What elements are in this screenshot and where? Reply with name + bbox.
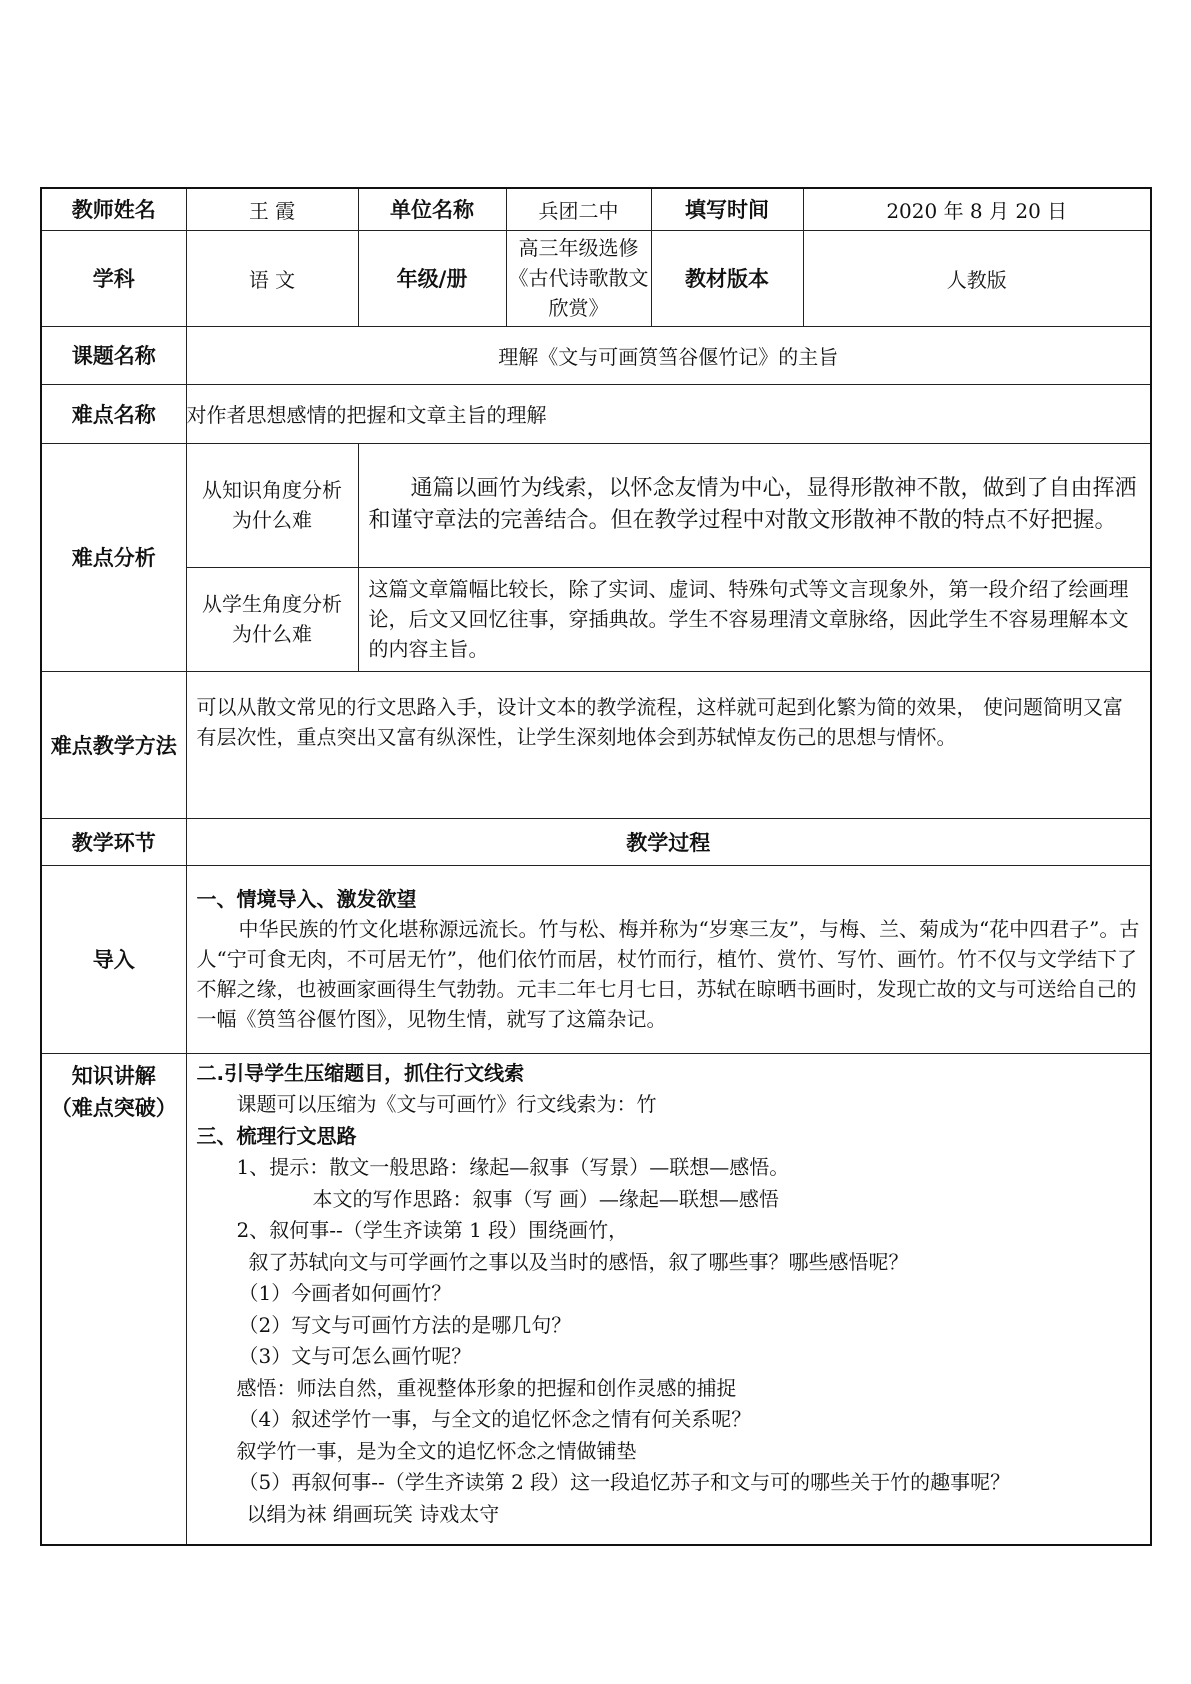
teacher-value: 王 霞: [186, 188, 358, 230]
method-label: 难点教学方法: [41, 671, 186, 818]
intro-text: 中华民族的竹文化堪称源远流长。竹与松、梅并称为“岁寒三友”，与梅、兰、菊成为“花中四君子”。古人“宁可食无肉，不可居无竹”，他们依竹而居，杖竹而行，植竹、赏竹、写竹、画竹。竹不仅与文学结下了不解之缘，也被画家画得生气勃勃。元丰二年七月七日，苏轼在晾晒书画时，发现亡故的文与可送给自己的一幅《筼筜谷偃竹图》，见物生情，就写了这篇杂记。: [196, 916, 1140, 1031]
grade-label: 年级/册: [358, 230, 506, 326]
method-text: 可以从散文常见的行文思路入手，设计文本的教学流程，这样就可起到化繁为简的效果， 使问题简明又富有层次性，重点突出又富有纵深性，让学生深刻地体会到苏轼悼友伤己的思想与情怀。: [186, 671, 1151, 818]
header-row-2: [41, 230, 1151, 326]
question-2: （2）写文与可画竹方法的是哪几句？: [238, 1312, 572, 1337]
tip-2b: 叙了苏轼向文与可学画竹之事以及当时的感悟，叙了哪些事？哪些感悟呢？: [248, 1249, 909, 1274]
topic-label: 课题名称: [41, 326, 186, 384]
answer-5: 以绢为袜 绢画玩笑 诗戏太守: [246, 1501, 500, 1526]
analysis-label: 难点分析: [41, 443, 186, 671]
knowledge-angle-text: 通篇以画竹为线索，以怀念友情为中心，显得形散神不散，做到了自由挥洒和谨守章法的完善结合。但在教学过程中对散文形散神不散的特点不好把握。: [358, 443, 1151, 567]
date-value: 2020 年 8 月 20 日: [803, 188, 1151, 230]
edition-label: 教材版本: [651, 230, 803, 326]
intro-heading: 一、情境导入、激发欲望: [196, 886, 417, 911]
subject-value: 语 文: [186, 230, 358, 326]
unit-value: 兵团二中: [506, 188, 651, 230]
knowledge-heading-3: 三、梳理行文思路: [196, 1123, 357, 1148]
analysis-row-knowledge: [41, 443, 1151, 567]
topic-row: [41, 326, 1151, 384]
knowledge-angle-label: [186, 443, 358, 567]
stage-label: 教学环节: [41, 818, 186, 865]
knowledge-angle-line: 为什么难: [232, 508, 312, 532]
date-label: 填写时间: [651, 188, 803, 230]
teacher-label: 教师姓名: [41, 188, 186, 230]
question-5: （5）再叙何事--（学生齐读第 2 段）这一段追忆苏子和文与可的哪些关于竹的趣事呢？: [238, 1470, 1011, 1494]
topic-value: 理解《文与可画筼筜谷偃竹记》的主旨: [186, 326, 1151, 384]
student-angle-line: 从学生角度分析: [202, 592, 342, 616]
student-angle-text: 这篇文章篇幅比较长，除了实词、虚词、特殊句式等文言现象外，第一段介绍了绘画理论，后文又回忆往事，穿插典故。学生不容易理清文章脉络，因此学生不容易理解本文的内容主旨。: [358, 567, 1151, 671]
intro-content: [186, 865, 1151, 1053]
grade-line: 高三年级选修: [518, 236, 639, 260]
difficulty-value: 对作者思想感情的把握和文章主旨的理解: [186, 384, 1151, 443]
insight-line: 感悟：师法自然，重视整体形象的把握和创作灵感的捕捉: [236, 1375, 737, 1400]
intro-row: [41, 865, 1151, 1053]
knowledge-label-line: 知识讲解: [71, 1063, 156, 1088]
grade-line: 《古代诗歌散文: [508, 266, 649, 290]
grade-line: 欣赏》: [548, 296, 609, 320]
tip-1b: 本文的写作思路：叙事（写 画）—缘起—联想—感悟: [312, 1186, 779, 1211]
question-4: （4）叙述学竹一事，与全文的追忆怀念之情有何关系呢？: [238, 1407, 752, 1431]
method-row: [41, 671, 1151, 818]
tip-2: 2、叙何事--（学生齐读第 1 段）围绕画竹，: [236, 1218, 629, 1242]
knowledge-label: [41, 1053, 186, 1545]
unit-label: 单位名称: [358, 188, 506, 230]
knowledge-label-line: （难点突破）: [50, 1095, 177, 1120]
header-row-1: [41, 188, 1151, 230]
analysis-row-student: [41, 567, 1151, 671]
difficulty-label: 难点名称: [41, 384, 186, 443]
process-label: 教学过程: [186, 818, 1151, 865]
knowledge-clue-line: 课题可以压缩为《文与可画竹》行文线索为：竹: [236, 1092, 657, 1116]
student-angle-label: [186, 567, 358, 671]
question-3: （3）文与可怎么画竹呢？: [238, 1344, 472, 1368]
answer-4: 叙学竹一事，是为全文的追忆怀念之情做铺垫: [236, 1438, 637, 1463]
grade-value: [506, 230, 651, 326]
process-header-row: [41, 818, 1151, 865]
tip-1: 1、提示：散文一般思路：缘起—叙事（写景）—联想—感悟。: [236, 1155, 790, 1179]
knowledge-content: [186, 1053, 1151, 1545]
subject-label: 学科: [41, 230, 186, 326]
edition-value: 人教版: [803, 230, 1151, 326]
question-1: （1）今画者如何画竹？: [238, 1281, 452, 1305]
knowledge-heading-2: 二.引导学生压缩题目，抓住行文线索: [196, 1060, 525, 1085]
knowledge-angle-line: 从知识角度分析: [202, 478, 342, 502]
student-angle-line: 为什么难: [232, 622, 312, 646]
lesson-plan-table: [40, 187, 1152, 1546]
intro-label: 导入: [41, 865, 186, 1053]
difficulty-row: [41, 384, 1151, 443]
knowledge-row: [41, 1053, 1151, 1545]
